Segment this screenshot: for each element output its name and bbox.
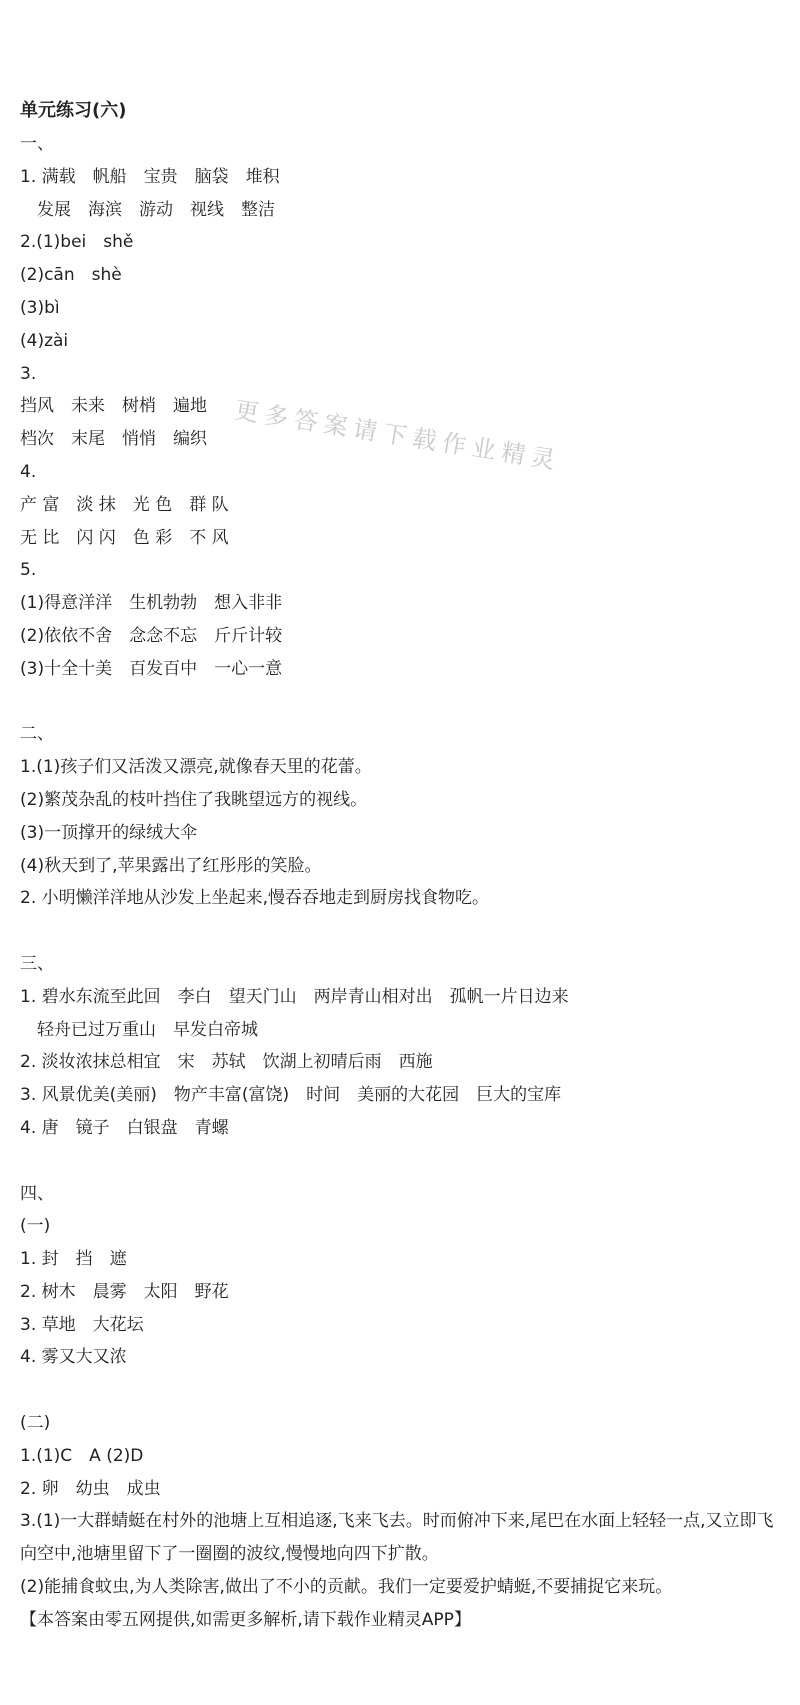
answer-line: 1. 碧水东流至此回 李白 望天门山 两岸青山相对出 孤帆一片日边来 bbox=[20, 986, 569, 1007]
answer-line: (2)cān shè bbox=[20, 265, 122, 286]
answer-line: (3)十全十美 百发百中 一心一意 bbox=[20, 658, 283, 679]
answer-paragraph: (2)能捕食蚊虫,为人类除害,做出了不小的贡献。我们一定要爱护蜻蜓,不要捕捉它来玩。 bbox=[20, 1577, 673, 1598]
answer-line: 档次 末尾 悄悄 编织 bbox=[20, 429, 207, 450]
answer-line: (3)一顶撑开的绿绒大伞 bbox=[20, 822, 198, 843]
answer-line: (3)bì bbox=[20, 297, 60, 318]
answer-lines bbox=[20, 128, 790, 1505]
answer-line: 产 富 淡 抹 光 色 群 队 bbox=[20, 494, 229, 515]
answer-line: 1.(1)孩子们又活泼又漂亮,就像春天里的花蕾。 bbox=[20, 757, 372, 778]
blank-line bbox=[20, 1374, 790, 1407]
answer-line: 4. 雾又大又浓 bbox=[20, 1347, 127, 1368]
answer-line: 2. 淡妆浓抹总相宜 宋 苏轼 饮湖上初晴后雨 西施 bbox=[20, 1052, 433, 1073]
answer-line: 2. 树木 晨雾 太阳 野花 bbox=[20, 1281, 229, 1302]
answer-line: 发展 海滨 游动 视线 整洁 bbox=[20, 199, 275, 220]
answer-line: 1.(1)C A (2)D bbox=[20, 1445, 144, 1466]
blank-line bbox=[20, 1145, 790, 1178]
answer-line: 3. bbox=[20, 363, 37, 384]
answer-line: 1. 封 挡 遮 bbox=[20, 1249, 127, 1270]
answer-line: (2)繁茂杂乱的枝叶挡住了我眺望远方的视线。 bbox=[20, 789, 368, 810]
page-title: 单元练习(六) bbox=[20, 100, 127, 121]
answer-paragraph: 3.(1)一大群蜻蜓在村外的池塘上互相追逐,飞来飞去。时而俯冲下来,尾巴在水面上轻轻一点,又立即飞向空中,池塘里留下了一圈圈的波纹,慢慢地向四下扩散。 bbox=[20, 1511, 774, 1565]
answer-document bbox=[20, 94, 790, 1637]
answer-line: (4)秋天到了,苹果露出了红彤彤的笑脸。 bbox=[20, 855, 322, 876]
answer-line: 三、 bbox=[20, 953, 54, 974]
answer-line: 一、 bbox=[20, 134, 54, 154]
blank-line bbox=[20, 915, 790, 948]
answer-line: 挡风 未来 树梢 遍地 bbox=[20, 396, 207, 417]
answer-line: 4. bbox=[20, 461, 37, 482]
answer-line: 2. 小明懒洋洋地从沙发上坐起来,慢吞吞地走到厨房找食物吃。 bbox=[20, 888, 490, 909]
answer-line: (一) bbox=[20, 1216, 51, 1237]
answer-line: 四、 bbox=[20, 1183, 54, 1204]
answer-line: 2.(1)bei shě bbox=[20, 232, 134, 253]
answer-line: 2. 卵 幼虫 成虫 bbox=[20, 1478, 161, 1499]
answer-line: 1. 满载 帆船 宝贵 脑袋 堆积 bbox=[20, 166, 280, 187]
answer-line: (4)zài bbox=[20, 330, 69, 351]
answer-line: (1)得意洋洋 生机勃勃 想入非非 bbox=[20, 593, 283, 614]
answer-line: 轻舟已过万重山 早发白帝城 bbox=[20, 1019, 258, 1040]
answer-line: 3. 草地 大花坛 bbox=[20, 1314, 144, 1335]
watermark-text: 更多答案请下载作业精灵 bbox=[232, 395, 563, 476]
answer-line: (二) bbox=[20, 1413, 51, 1434]
answer-line: (2)依依不舍 念念不忘 斤斤计较 bbox=[20, 625, 283, 646]
blank-line bbox=[20, 686, 790, 719]
footer-note: 【本答案由零五网提供,如需更多解析,请下载作业精灵APP】 bbox=[20, 1609, 471, 1630]
answer-line: 4. 唐 镜子 白银盘 青螺 bbox=[20, 1117, 229, 1138]
answer-line: 3. 风景优美(美丽) 物产丰富(富饶) 时间 美丽的大花园 巨大的宝库 bbox=[20, 1085, 562, 1106]
answer-line: 无 比 闪 闪 色 彩 不 风 bbox=[20, 527, 229, 548]
answer-line: 二、 bbox=[20, 724, 54, 745]
answer-line: 5. bbox=[20, 560, 37, 581]
